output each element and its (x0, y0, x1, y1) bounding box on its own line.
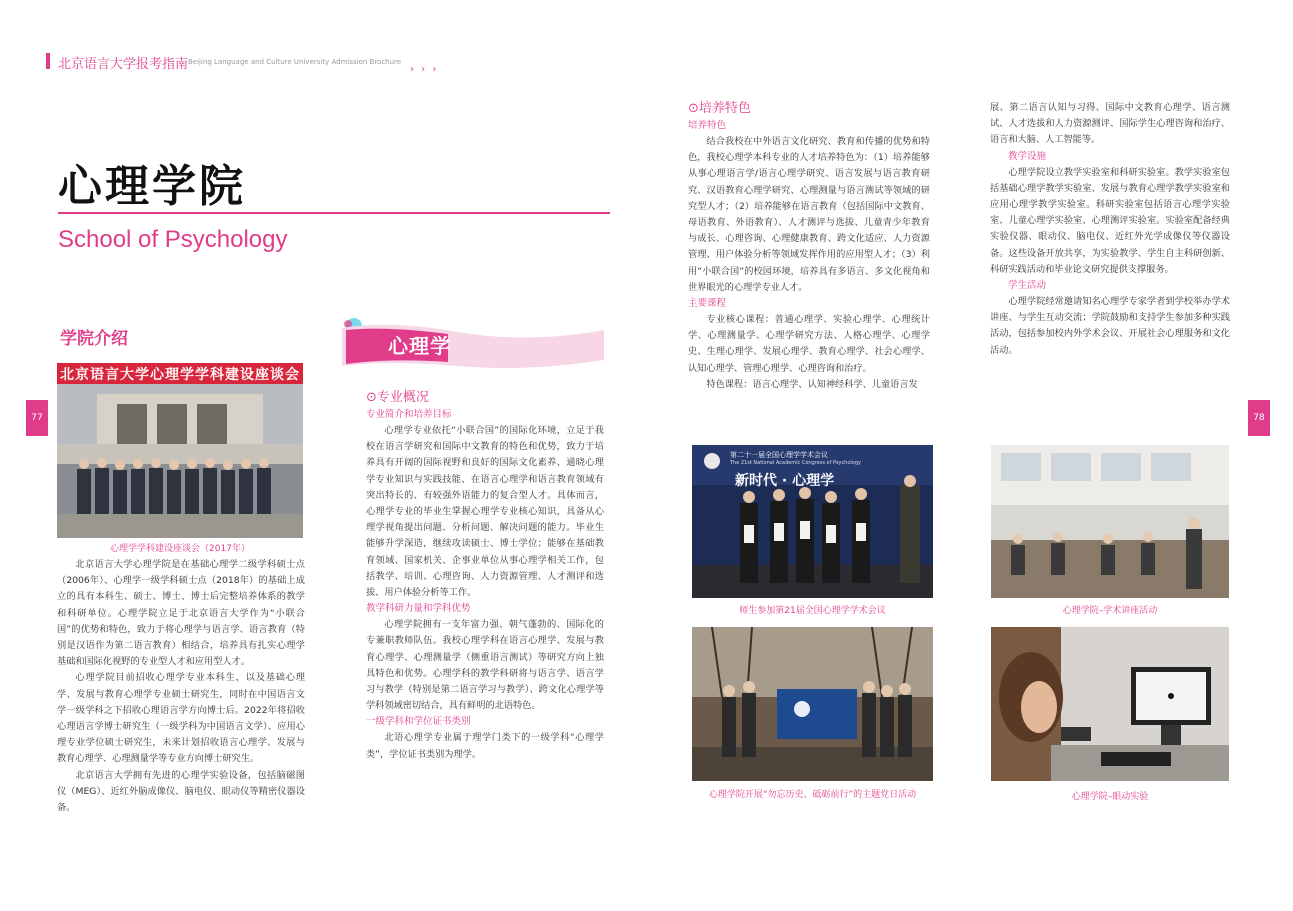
lecture-photo (991, 445, 1229, 598)
activities-paragraph: 心理学院经常邀请知名心理学专家学者到学校举办学术讲座、与学生互动交流；学院鼓励和支持学生参加多种实践活动，包括参加校内外学术会议、开展社会心理服务和文化活动。 (990, 296, 1230, 356)
intro-text (57, 557, 305, 816)
training-paragraph-1: 结合我校在中外语言文化研究、教育和传播的优势和特色，我校心理学本科专业的人才培养特色为：（1）培养能够从事心理语言学/语言心理学研究、语言发展与语言教育研究、汉语教育心理学研究、心理测量与语言测试等领域的研究型人才；（2）培养能够在语言教育（包括国际中文教育、母语教育、外语教育）、人才测评与选拔、儿童青少年教育与成长、心理咨询、心理健康教育、跨文化适应、人力资源管理、用户体验分析等领域发挥作用的应用型人才；（3）利用“小联合国”的校园环境，培养具有多语言、多文化视角和世界眼光的心理学专业人才。 (688, 136, 930, 293)
page-number-left: 77 (26, 400, 48, 436)
conference-banner-title: 第二十一届全国心理学学术会议 (730, 451, 828, 459)
training-heading: ⊙培养特色 (688, 101, 751, 116)
intro-paragraph-2: 心理学院目前招收心理学专业本科生，以及基础心理学、发展与教育心理学专业硕士研究生，同时在中国语言文学一级学科之下招收心理语言学方向博士后。2022年将招收心理语言学博士研究生（一级学科为中国语言文学）、应用心理专业学位硕士研究生，未来计划招收语言心理学、发展与教育心理学、心理测量学等专业方向博士研究生。 (57, 672, 305, 765)
header-arrows: › › › (410, 64, 439, 75)
party-day-photo (692, 627, 933, 781)
party-day-photo-caption: 心理学院开展“勿忘历史、砥砺前行”的主题党日活动 (708, 790, 917, 800)
page-title: 心理学院 (58, 161, 246, 212)
subheading-degree: 一级学科和学位证书类别 (366, 716, 471, 728)
major-paragraph-2: 心理学院拥有一支年富力强、朝气蓬勃的、国际化的专兼职教师队伍。我校心理学科在语言心理学、发展与教育心理学、心理测量学（侧重语言测试）等研究方向上独具特色和优势。心理学科的教学科研将与语言学、语言学习与教学（特别是第二语言学习与教学）、跨文化心理学等学科领域密切结合，具有鲜明的北语特色。 (366, 619, 604, 712)
courses-core: 专业核心课程：普通心理学、实验心理学、心理统计学、心理测量学、心理学研究方法、人格心理学、心理学史、生理心理学、发展心理学、教育心理学、社会心理学、认知心理学、管理心理学、心理咨询和治疗。 (688, 314, 930, 374)
group-photo (57, 384, 303, 538)
section-heading-intro: 学院介绍 (60, 329, 128, 349)
overview-heading: ⊙专业概况 (366, 390, 429, 405)
major-badge-graphic (328, 318, 606, 372)
subheading-faculty: 教学科研力量和学科优势 (366, 603, 471, 615)
major-paragraph-1: 心理学专业依托“小联合国”的国际化环境，立足于我校在语言学研究和国际中文教育的特色和优势，致力于培养具有开阔的国际视野和良好的国际文化素养、通晓心理学专业知识与实践技能、在语言心理学和语言教育领域有突出特长的、有较强外语能力的复合型人才。具体而言，心理学专业的毕业生掌握心理学专业核心知识，具备从心理学视角提出问题、分析问题、解决问题的能力。毕业生能够升学深造，继续攻读硕士、博士学位；能够在基础教育领域、国家机关、企事业单位从事心理学相关工作，包括教学、培训、心理咨询、人力资源管理、人才测评和选拔、用户体验分析等工作。 (366, 425, 604, 599)
intro-paragraph-1: 北京语言大学心理学院是在基础心理学二级学科硕士点（2006年）、心理学一级学科硕士点（2018年）的基础上成立的具有本科生、硕士、博士、博士后完整培养体系的教学和科研单位。心理学院立足于北京语言大学作为“小联合国”的优势和特色，致力于将心理学与语言学、语言教育（特别是汉语作为第二语言教育）相结合，培养具有扎实心理学基础和国际化视野的专业型人才和应用型人才。 (57, 559, 305, 668)
major-column (366, 389, 604, 763)
conference-banner-subtitle: The 21st National Academic Congress of Psychology (730, 460, 861, 466)
conference-slogan: 新时代 · 心理学 (735, 473, 835, 489)
facilities-paragraph: 心理学院设立教学实验室和科研实验室。教学实验室包括基础心理学教学实验室、发展与教育心理学教学实验室和应用心理学教学实验室。科研实验室包括语言心理学实验室、儿童心理学实验室、心理测评实验室。实验室配备经典实验仪器、眼动仪、脑电仪、近红外光学成像仪等仪器设备。这些设备开放共享，为实验教学、学生自主科研创新、科研实践活动和毕业论文研究提供支撑服务。 (990, 166, 1230, 275)
subheading-courses: 主要课程 (688, 298, 727, 310)
subheading-facilities: 教学设施 (1008, 150, 1047, 162)
title-divider (58, 212, 610, 214)
eye-tracking-photo (991, 627, 1229, 781)
header-subtitle: Beijing Language and Culture University Admission Brochure (188, 58, 402, 66)
page-number-right: 78 (1248, 400, 1270, 436)
subheading-intro-goals: 专业简介和培养目标 (366, 409, 452, 420)
major-badge-label: 心理学 (388, 334, 451, 358)
header-accent-bar (46, 53, 50, 69)
intro-paragraph-3: 北京语言大学拥有先进的心理学实验设备，包括脑磁图仪（MEG）、近红外脑成像仪、脑电仪、眼动仪等精密仪器设备。 (57, 769, 305, 814)
lecture-photo-caption: 心理学院–学术讲座活动 (1062, 606, 1158, 616)
conference-photo-caption: 师生参加第21届全国心理学学术会议 (739, 606, 886, 616)
conference-photo (692, 445, 933, 598)
photo-banner: 北京语言大学心理学学科建设座谈会 (57, 363, 303, 384)
subheading-activities: 学生活动 (1008, 280, 1047, 292)
training-column (688, 100, 930, 393)
group-photo-caption: 心理学学科建设座谈会（2017年） (110, 544, 250, 554)
courses-special: 特色课程：语言心理学、认知神经科学、儿童语言发 (706, 378, 918, 390)
eye-tracking-photo-caption: 心理学院–眼动实验 (1071, 792, 1149, 802)
subheading-training: 培养特色 (688, 120, 727, 131)
right-column (990, 100, 1230, 359)
page-title-english: School of Psychology (58, 226, 288, 253)
major-paragraph-3: 北语心理学专业属于理学门类下的一级学科“心理学类”，学位证书类别为理学。 (366, 732, 604, 760)
courses-special-continued: 展、第二语言认知与习得、国际中文教育心理学、语言测试、人才选拔和人力资源测评、国际学生心理咨询和治疗、语言和大脑、人工智能等。 (990, 102, 1230, 146)
header-title: 北京语言大学报考指南 (58, 57, 189, 72)
